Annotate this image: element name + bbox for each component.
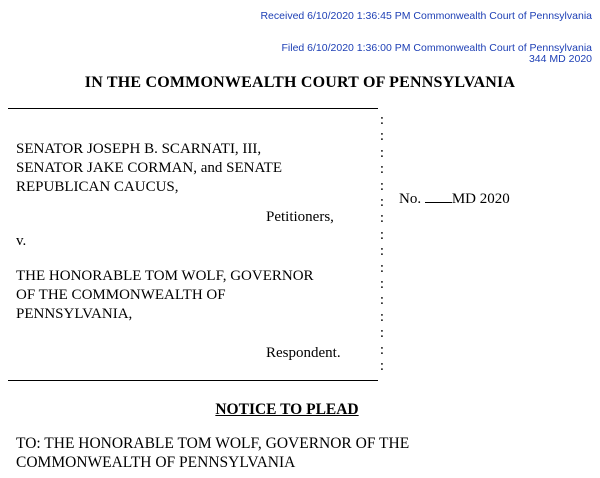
respondent-line: OF THE COMMONWEALTH OF xyxy=(16,287,226,303)
petitioner-line: SENATOR JAKE CORMAN, and SENATE xyxy=(16,160,282,176)
respondent-line: PENNSYLVANIA, xyxy=(16,306,133,322)
caption-colon: : xyxy=(379,128,385,145)
caption-colon: : xyxy=(379,325,385,342)
caption-colon: : xyxy=(379,276,385,293)
addressee-line: COMMONWEALTH OF PENNSYLVANIA xyxy=(16,454,296,471)
caption-colon: : xyxy=(379,161,385,178)
caption-colon-column xyxy=(378,112,386,375)
caption-colon: : xyxy=(379,177,385,194)
docket-blank-line xyxy=(425,189,452,203)
respondent-role: Respondent. xyxy=(266,345,341,361)
petitioners-role: Petitioners, xyxy=(266,209,334,225)
stamp-docket-number: 344 MD 2020 xyxy=(528,53,592,65)
caption-colon: : xyxy=(379,259,385,276)
caption-colon: : xyxy=(379,194,385,211)
caption-rule-bottom xyxy=(8,380,378,381)
respondents-block xyxy=(16,267,314,324)
petitioner-line: SENATOR JOSEPH B. SCARNATI, III, xyxy=(16,141,262,157)
notice-heading: NOTICE TO PLEAD xyxy=(215,401,359,418)
caption-colon: : xyxy=(379,226,385,243)
docket-suffix: MD 2020 xyxy=(451,191,510,207)
court-title: IN THE COMMONWEALTH COURT OF PENNSYLVANIA xyxy=(84,74,516,91)
caption-colon: : xyxy=(379,243,385,260)
caption-colon: : xyxy=(379,358,385,375)
filing-stamp-filed xyxy=(281,43,592,65)
respondent-line: THE HONORABLE TOM WOLF, GOVERNOR xyxy=(16,268,314,284)
caption-colon: : xyxy=(379,292,385,309)
addressee-line: TO: THE HONORABLE TOM WOLF, GOVERNOR OF THE xyxy=(16,435,410,452)
received-stamp-text: Received 6/10/2020 1:36:45 PM Commonwealth Court of Pennsylvania xyxy=(260,10,592,22)
filing-stamp-received xyxy=(260,11,592,22)
petitioners-block xyxy=(16,140,282,197)
docket-prefix: No. xyxy=(399,191,425,207)
caption-colon: : xyxy=(379,112,385,128)
versus-label: v. xyxy=(16,233,27,249)
caption-colon: : xyxy=(379,210,385,227)
petitioner-line: REPUBLICAN CAUCUS, xyxy=(16,179,179,195)
notice-addressee xyxy=(16,434,409,472)
caption-colon: : xyxy=(379,144,385,161)
caption-rule-top xyxy=(8,108,378,109)
filed-stamp-text: Filed 6/10/2020 1:36:00 PM Commonwealth Court of Pennsylvania xyxy=(281,42,592,54)
caption-colon: : xyxy=(379,308,385,325)
caption-colon: : xyxy=(379,341,385,358)
docket-number xyxy=(399,189,510,208)
